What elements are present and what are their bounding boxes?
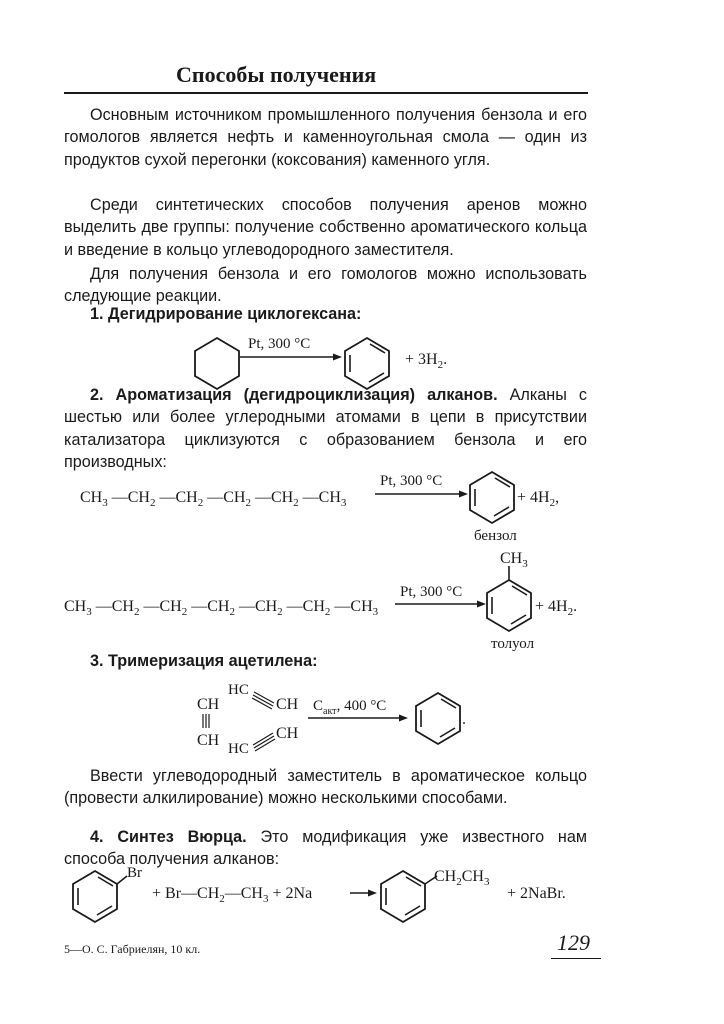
page-number-underline (551, 958, 601, 959)
section-2-text: Алканы с шестью или более углеродными атомами в цепи в присутствии катализатора циклизуются с образованием бензола и его производных: (64, 386, 588, 471)
paragraph-sources: Основным источником промышленного получения бензола и его гомологов является нефть и каменноугольная смола — один из продуктов сухой перегонки (коксования) каменного угля. (64, 106, 587, 169)
cyclohexane-ring (195, 338, 239, 389)
page-number: 129 (557, 930, 590, 955)
reaction-2-product: + $4H_2$, (517, 489, 560, 509)
reaction-5 (73, 865, 566, 922)
section-3-title: 3. Тримеризация ацетилена: (90, 652, 318, 670)
reaction-4-tail: . (462, 711, 466, 728)
reaction-3-product: + $4H_2$. (535, 598, 578, 618)
section-2-title: 2. Ароматизация (дегидроциклизация) алканов. (90, 386, 498, 404)
bromine-substituent: Br (127, 865, 142, 881)
reaction-3 (64, 550, 577, 652)
reaction-1 (195, 336, 447, 389)
reaction-2 (80, 472, 559, 544)
acetylene-ch-top-right: CH (276, 696, 299, 713)
page-footer: 5—О. С. Габриелян, 10 кл. (64, 942, 201, 956)
reaction-2-condition: Pt, 300 °C (380, 473, 443, 489)
reaction-3-condition: Pt, 300 °C (400, 584, 463, 600)
wurtz-reagents: + $Br—CH_2—CH_3 + 2Na$ (152, 885, 313, 905)
paragraph-synthetic-methods: Среди синтетических способов получения аренов можно выделить две группы: получение собственно ароматического кольца и введение в кольцо углеводородного заместителя. (64, 196, 587, 259)
benzene-ring-product-2 (470, 472, 514, 523)
acetylene-ch-bottom: CH (197, 732, 220, 749)
ethyl-group: $CH_2CH_3$ (434, 868, 490, 888)
reaction-1-condition: Pt, 300 °C (248, 336, 311, 352)
benzene-ring-product-3 (416, 693, 460, 744)
ethylbenzene-ring (381, 871, 437, 922)
reaction-4-condition: $C_{акт}$, 400 °C (313, 698, 387, 717)
wurtz-product: + 2NaBr. (507, 885, 566, 902)
toluene-label: толуол (491, 636, 535, 652)
bromobenzene-ring (73, 871, 127, 922)
acetylene-ch-bottom-right: CH (276, 725, 299, 742)
section-4-title: 4. Синтез Вюрца. (90, 828, 247, 846)
reaction-4 (197, 682, 466, 757)
methyl-group: $CH_3$ (500, 550, 528, 570)
acetylene-hc-top: HC (228, 682, 249, 698)
section-heading: Способы получения (176, 62, 377, 87)
section-4-text: Это модификация уже известного нам способа получения алканов: (64, 828, 587, 869)
toluene-ring (487, 566, 531, 631)
benzene-label: бензол (474, 528, 517, 544)
acetylene-ch-top: CH (197, 696, 220, 713)
benzene-ring-product (345, 338, 389, 389)
acetylene-hc-bottom: HC (228, 741, 249, 757)
paragraph-alkylation: Ввести углеводородный заместитель в ароматическое кольцо (провести алкилирование) можно несколькими способами. (64, 767, 587, 808)
heptane-formula: $CH_3$ $—CH_2$ $—CH_2$ $—CH_2$ $—CH_2$ $—CH_2$ $—CH_3$ (64, 598, 379, 618)
paragraph-reactions-intro: Для получения бензола и его гомологов можно использовать следующие реакции. (64, 265, 587, 306)
reaction-1-product: + $3H_2$. (405, 351, 448, 371)
section-1-title: 1. Дегидрирование циклогексана: (90, 305, 362, 323)
hexane-formula: $CH_3$ $—CH_2$ $—CH_2$ $—CH_2$ $—CH_2$ $—CH_3$ (80, 489, 347, 509)
